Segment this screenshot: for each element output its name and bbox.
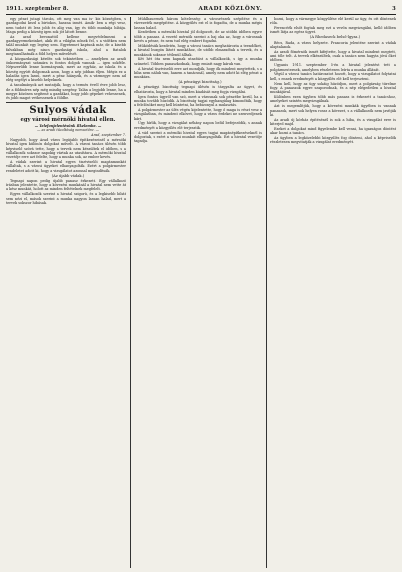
article-title: Sulyos vádak xyxy=(29,105,107,117)
article-subheading: — Telefonjelentésünk Ilkelembe. — xyxy=(34,123,102,128)
paragraph: Ferencéék elsőt fogtak meg ezt a vevőn megvizsgálni, kellő időben ismét látja az egész ügyet. xyxy=(270,26,396,35)
paragraph: Az arad bevonattól kellene megvédelmezni a gazdagyermekeinket, akik itt a világba nőnek fel, s a vidéken nem talál munkát egy legény sem. Egyetemet kaptunk már, de a kisebb falvakban még nincs gazdasági iskola, ahol a fiatalok megtanulhatnák a föld helyes művelését. xyxy=(6,34,126,56)
page-header xyxy=(6,4,396,15)
paragraph: A polgármester az ülés végén kijelentette, hogy ő maga is részt vesz a vizsgálatban, és mindent elkövet, hogy a város érdekei ne szenvedjenek kárt. xyxy=(134,107,262,121)
paragraph: Nagyobb, hogy Arad város legújabb építkezéseinél a mérnöki hivatal igen különös dolgokat művelt. A városi tanács ülésén több képviselő szóvá tette, hogy a tervek nem készültek el időben, s a vállalkozók sokszor napokig vártak az utasításra. A mérnöki hivatal vezetője erre azt felelte, hogy a munka sok, az ember kevés. xyxy=(6,138,126,160)
paragraph: Azt is megemlítjük, hogy a kövezési munkák ügyében is vannak panaszok, mert sok helyen rossz a kövezet, s a vállalkozók nem javítják ki. xyxy=(270,104,396,117)
paragraph: Az aradi új kórház építésénél is sok a hiba, és a vizsgálat erre is kiterjed majd. xyxy=(270,117,396,127)
article-subtitle: egy városi mérnöki hivatal ellen. xyxy=(20,117,116,124)
paragraph: Úgy hírlik, hogy a vizsgálat néhány napon belül befejeződik, s annak eredményét a közgyűlés elé terjesztik. xyxy=(134,121,262,130)
column-2 xyxy=(134,17,262,568)
paragraph: Bécs, Rada, a város helyzete. Francoria jelentése szerint a vádak alaptalanok. xyxy=(270,40,396,49)
page-number: 3 xyxy=(392,6,396,12)
paragraph: Tegnapi napon pedig újabb panasz érkezett. Egy vállalkozó írásban jelentette, hogy a kövezési munkánál a hivatal nem vette át a kész munkát, holott az minden feltételnek megfelelt. xyxy=(6,178,126,192)
paragraph: Működésük kezdetén, hogy a városi tanács meghatározta a teendőket, a hivatal buzgón látott munkához, de utóbb elmaradtak a tervek, és a munkások sokszor tétlenül álltak. xyxy=(134,43,262,57)
paragraph: A vád szerint a mérnöki hivatal egyes tagjai magánépítkezéseknél is dolgoztak, s ezért a városi munkát elhanyagolták. Ezt a hivatal vezetője tagadja. xyxy=(134,130,262,144)
paragraph: Ugyanis 1911. szeptember 5-én a hivatal jelentést tett a polgármesternek, amelyben részletesen leírta a munka állását. xyxy=(270,63,396,72)
paragraph: Végül a városi tanács határozatot hozott, hogy a vizsgálatot folytatni kell, s ennek eredményét a közgyűlés elé kell terjeszteni. xyxy=(270,72,396,81)
column-rule xyxy=(266,17,267,568)
paragraph: A pénzügyi bizottság tegnapi ülésén is tárgyalta az ügyet, és elhatározta, hogy a hivatal minden kiadását meg fogja vizsgálni. xyxy=(134,85,262,94)
paragraph: Két hét óta nem kapnak utasítást a vállalkozók, s így a munka szünetel. Többen panaszkodnak, hogy emiatt nagy káruk van. xyxy=(134,57,262,66)
paragraph: A közgazdasági kérdés sok tekintetben — amelyben az aradi önkormányzat számára is fontos dolgok vannak — igen sokféle. Népszerűbb lenne kormányunk, mert az egyház, az iskola és a község együtt dolgoznak azon, hogy a nép jobban éljen. Mégis ez a haladás igen lassú, mert a pénz hiányzik, és a vármegye nem ad elég segélyt a kisebb helyeknek. xyxy=(6,56,126,83)
section-heading: (Az újabb vádak.) xyxy=(51,173,85,178)
paragraph: Nem kell, hogy az ügy sokáig húzódjon, mert a polgárság türelme fogy. A panaszok egyre szaporodnak, és a nép elégedetlen a hivatal munkájával. xyxy=(270,81,396,95)
paragraph: egy pénzt jutagi tárcán, ott meg van ma is- kis községben, s gazdagodni kezd a birtokos, haszna ismét. Amik- ben a régi vesz, nem tudott itt lesz jobb és alig van, így és több munkája hibája. Maga pedig a község igen sok jót látott benne. xyxy=(6,17,126,34)
dateline: Arad, szeptember 7. xyxy=(91,133,126,138)
paragraph: Kezdetben a mérnöki hivatal jól dolgozott, de az utóbbi időben egyre több a panasz. A vezető mérnök szerint a baj oka az, hogy a városnak kevés a pénze, és nem tud elég embert fogadni. xyxy=(134,30,262,44)
section-heading: (A pénzügyi bizottság.) xyxy=(178,80,222,85)
paragraph: A hivatal tisztviselői erre azt mondják, hogy ők mindent megtettek, s a hiba nem náluk van, hanem a tanácsnál, amely nem adott ki elég pénzt a munkára. xyxy=(134,66,262,80)
section-heading: (A Rhedaseck belső-lgyza.) xyxy=(309,35,361,40)
article-note: — az aradi tűzoltóság nemzetőre. — xyxy=(37,128,99,133)
paragraph: Az ügyben a legközelebbi közgyűlés fog dönteni, ahol a képviselők részletesen megvitatják a vizsgálat eredményét. xyxy=(270,136,396,145)
column-3 xyxy=(270,17,396,568)
column-rule xyxy=(130,17,131,568)
issue-date: 1911. szeptember 8. xyxy=(6,6,69,12)
paragraph: Mühlbauernek három kötelesség: a városrészek szépítése és a vízvezeték megépítése. A közgyűlés ezt el is fogadta, de a munka mégis lassan halad. xyxy=(134,17,262,30)
paragraph: Ezeket a dolgokat mind figyelembe kell venni, ha igazságos döntést akar hozni a tanács. xyxy=(270,126,396,136)
paragraph: A vádak szerint a hivatal egyes tisztviselői magánmunkát vállaltak, s a városi ügyeket elhanyagolták. Ezért a polgármester rendeletet adott ki, hogy a vizsgálatot azonnal megindítsák. xyxy=(6,160,126,173)
divider xyxy=(6,102,126,103)
paragraph: Az aradi főmérnök ismét kifejtette, hogy a hivatal mindent megtett, ami tőle telt. A tervek elkészültek, csak a tanács nem hagyta jóvá őket időben. xyxy=(270,49,396,63)
paragraph: hozni, hogy a vármegye közgyűlése elé kerül az ügy, és ott döntenek róla. xyxy=(270,17,396,26)
column-1 xyxy=(6,17,126,568)
paragraph: A tanulmányok azt mutatják, hogy a termés évről évre jobb lesz, de a földmíves nép még mindig szegény. Talán a legjobb lenne, ha a megye közösen segítené a gazdákat, hogy jobb gépeket vehessenek, és jobb magot vethessenek a földbe. xyxy=(6,83,126,101)
paragraph: Igen fontos ügyről van szó, mert a városnak sok pénzébe kerül, ha a munka tovább húzódik. A bizottság tagjai egyhangúlag kimondták, hogy a felelősöket meg kell büntetni, ha bebizonyul a mulasztás. xyxy=(134,94,262,108)
paragraph: Különben ezen ügyben több más panasz is érkezett a tanácshoz, amelyeket szintén megvizsgálnak. xyxy=(270,95,396,104)
masthead: ARADI KÖZLÖNY. xyxy=(198,6,263,12)
paragraph: Egyes vállalkozók szerint a hivatal szigorú, és a legkisebb hibát sem nézi el, mások szerint a munka nagyon lassan halad, mert a tervek sokszor hibásak. xyxy=(6,192,126,205)
